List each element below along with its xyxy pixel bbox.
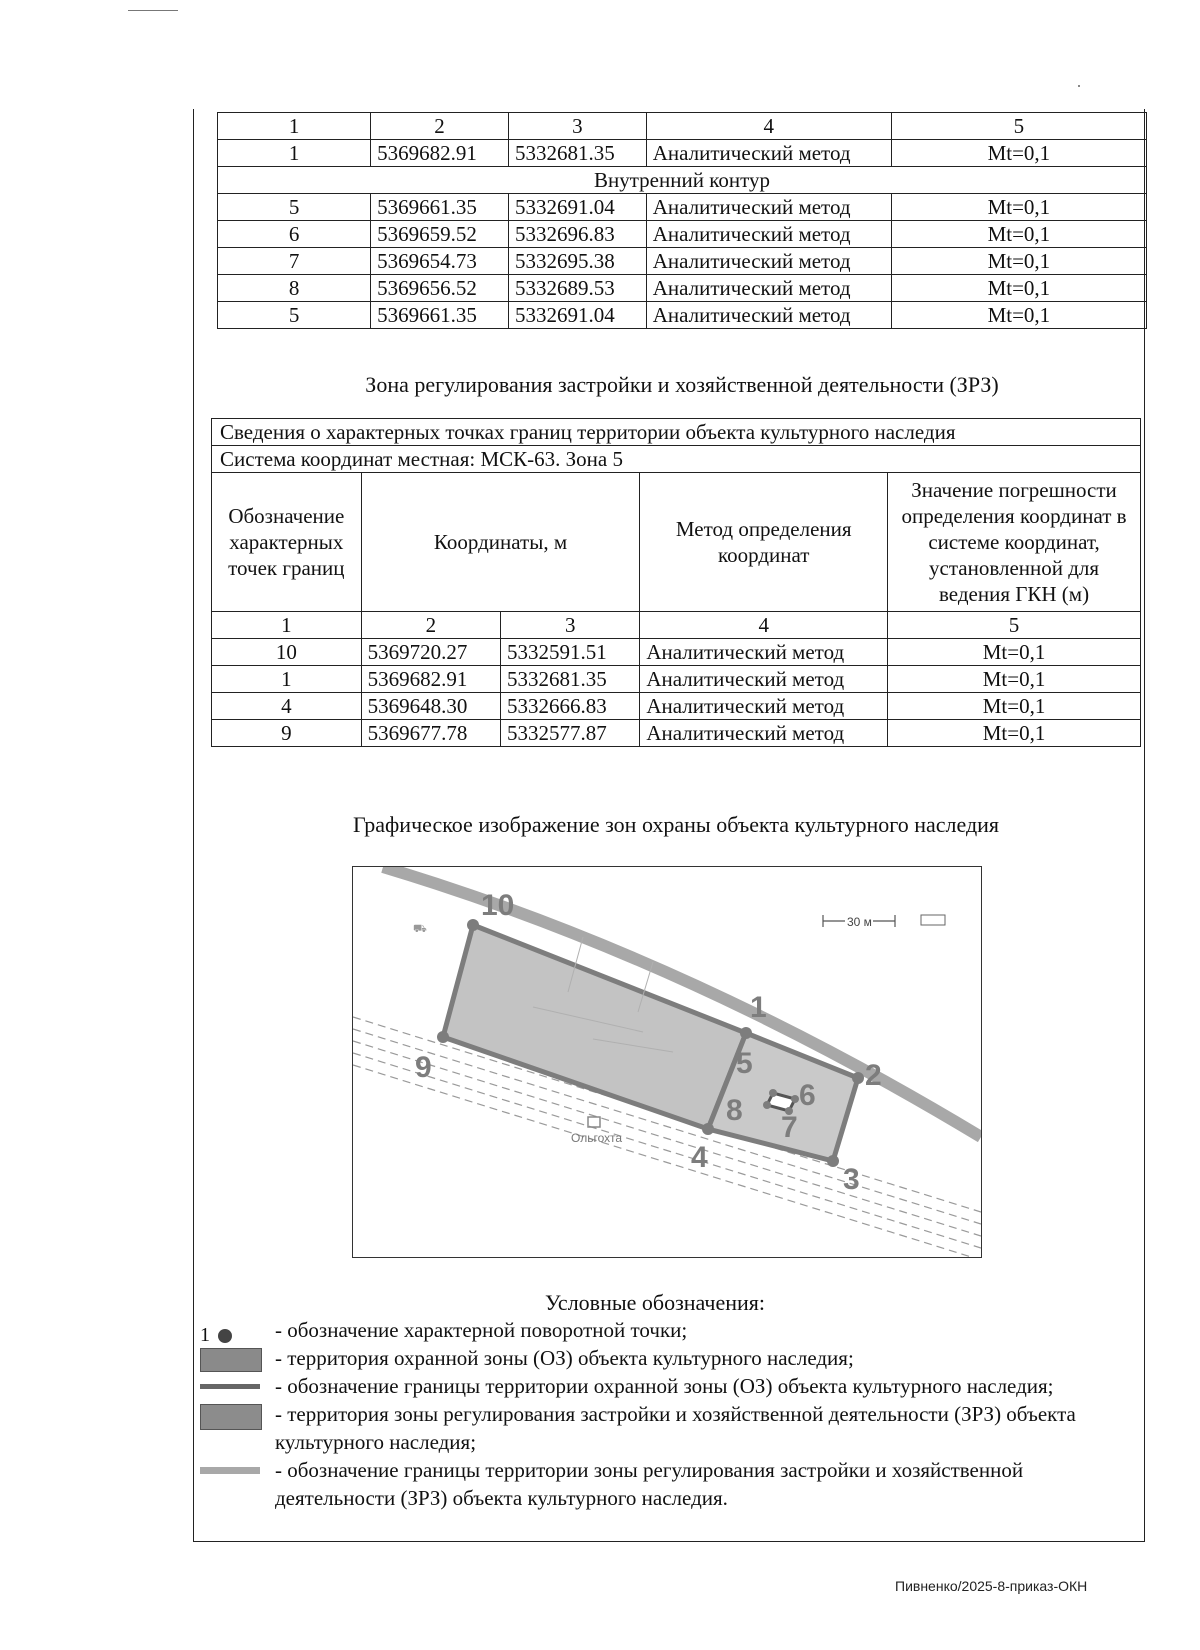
table-row <box>218 275 1147 302</box>
place-label: Ольгохта <box>571 1131 623 1145</box>
table-row <box>218 302 1147 329</box>
oz-area-icon <box>200 1348 262 1372</box>
table-cell: Mt=0,1 <box>891 248 1146 275</box>
table-info-title: Сведения о характерных точках границ территории объекта культурного наследия <box>212 419 1141 446</box>
table-cell: 1 <box>212 612 362 639</box>
table-row <box>212 720 1141 747</box>
table-cell: Mt=0,1 <box>888 693 1141 720</box>
col-header-designation: Обозначение характерных точек границ <box>212 473 362 612</box>
table-header-row <box>212 473 1141 612</box>
table-row <box>218 194 1147 221</box>
table-row <box>218 140 1147 167</box>
scale-label: 30 м <box>847 915 872 929</box>
table-row <box>212 666 1141 693</box>
point-label-3: 3 <box>843 1163 860 1196</box>
table-cell: 5332666.83 <box>501 693 640 720</box>
point-label-7: 7 <box>781 1111 798 1144</box>
table-cell: Mt=0,1 <box>891 221 1146 248</box>
legend-item <box>200 1344 1080 1372</box>
table-cell: 9 <box>212 720 362 747</box>
coordinates-table-ozone <box>217 112 1147 329</box>
table-cell: 4 <box>212 693 362 720</box>
table-cell: Mt=0,1 <box>888 639 1141 666</box>
table-cell: 1 <box>212 666 362 693</box>
point-label-2: 2 <box>865 1059 882 1092</box>
legend-text: - обозначение характерной поворотной точки; <box>275 1318 688 1342</box>
table-cell: 2 <box>371 113 509 140</box>
table-cell: Аналитический метод <box>646 248 891 275</box>
table-cell: 5332591.51 <box>501 639 640 666</box>
legend-item <box>200 1400 1080 1456</box>
table-cell: Mt=0,1 <box>891 275 1146 302</box>
point-symbol-label: 1 <box>200 1324 210 1346</box>
table-cell: Аналитический метод <box>646 194 891 221</box>
table-header-row <box>218 113 1147 140</box>
table-cell: Аналитический метод <box>646 302 891 329</box>
legend-item <box>200 1372 1080 1400</box>
table-cell: Аналитический метод <box>646 275 891 302</box>
table-cell: Аналитический метод <box>640 639 888 666</box>
table-cell: Аналитический метод <box>640 666 888 693</box>
table-cell: 4 <box>640 612 888 639</box>
table-cell: 5 <box>218 302 371 329</box>
table-cell: Аналитический метод <box>640 693 888 720</box>
oz-border-icon <box>200 1384 260 1389</box>
table-cell: 2 <box>361 612 500 639</box>
table-cell: 5369682.91 <box>361 666 500 693</box>
table-cell: 5332577.87 <box>501 720 640 747</box>
col-header-coordinates: Координаты, м <box>361 473 640 612</box>
point-label-4: 4 <box>691 1141 708 1174</box>
table-cell: Mt=0,1 <box>891 140 1146 167</box>
point-label-9: 9 <box>415 1051 432 1084</box>
building-icon <box>588 1117 600 1127</box>
table-cell: 5369682.91 <box>371 140 509 167</box>
table-cell: Mt=0,1 <box>888 720 1141 747</box>
document-reference: Пивненко/2025-8-приказ-ОКН <box>895 1578 1088 1594</box>
zrz-area-icon <box>200 1404 262 1430</box>
legend-text: - территория охранной зоны (ОЗ) объекта культурного наследия; <box>275 1346 854 1370</box>
table-row <box>212 639 1141 666</box>
table-cell: 10 <box>212 639 362 666</box>
table-cell: 5369661.35 <box>371 302 509 329</box>
table-cell: 1 <box>218 113 371 140</box>
table-cell: 5332695.38 <box>508 248 646 275</box>
table-cell: 3 <box>501 612 640 639</box>
inner-contour-row <box>218 167 1147 194</box>
coordinates-table-zrz <box>211 418 1141 747</box>
legend-item <box>200 1456 1080 1512</box>
table-cell: 7 <box>218 248 371 275</box>
table-cell: 5369654.73 <box>371 248 509 275</box>
car-icon: ⛟ <box>413 923 427 935</box>
legend-item <box>200 1316 1080 1344</box>
point-label-8: 8 <box>726 1094 743 1127</box>
table-cell: 8 <box>218 275 371 302</box>
table-cell: 5332689.53 <box>508 275 646 302</box>
table-cell: 5332696.83 <box>508 221 646 248</box>
table-cell: 5369720.27 <box>361 639 500 666</box>
ruler-icon <box>921 915 945 925</box>
table-cell: Аналитический метод <box>640 720 888 747</box>
table-cell: 6 <box>218 221 371 248</box>
table-cell: 5332691.04 <box>508 302 646 329</box>
table-cell: 5 <box>218 194 371 221</box>
col-header-error: Значение погрешности определения координат в системе координат, установленной для ведения ГКН (м) <box>888 473 1141 612</box>
table-cell: 4 <box>646 113 891 140</box>
table-cell: Mt=0,1 <box>891 302 1146 329</box>
zones-map <box>352 866 982 1258</box>
table-cell: 5332691.04 <box>508 194 646 221</box>
point-label-5: 5 <box>736 1047 753 1080</box>
zrz-zone-polygon <box>443 925 746 1129</box>
table-cell: 5 <box>891 113 1146 140</box>
table-cell: 5369648.30 <box>361 693 500 720</box>
info-row <box>212 419 1141 446</box>
table-cell: 5369677.78 <box>361 720 500 747</box>
legend <box>200 1316 1080 1512</box>
point-label-6: 6 <box>799 1079 816 1112</box>
scan-mark <box>128 10 178 11</box>
table-cell: Аналитический метод <box>646 221 891 248</box>
table-cell: 5332681.35 <box>508 140 646 167</box>
table-row <box>212 693 1141 720</box>
map-drawing <box>353 867 981 1257</box>
table-cell: 1 <box>218 140 371 167</box>
legend-text: - обозначение границы территории охранной зоны (ОЗ) объекта культурного наследия; <box>275 1374 1054 1398</box>
table-cell: 5332681.35 <box>501 666 640 693</box>
table-cell: Аналитический метод <box>646 140 891 167</box>
table-cell: Mt=0,1 <box>888 666 1141 693</box>
table-cell: 3 <box>508 113 646 140</box>
point-label-10: 10 <box>481 889 515 922</box>
scan-dot <box>1078 85 1080 87</box>
inner-contour-label: Внутренний контур <box>218 167 1147 194</box>
legend-title: Условные обозначения: <box>545 1290 766 1315</box>
zrz-border-icon <box>200 1467 260 1474</box>
table-cell: Mt=0,1 <box>891 194 1146 221</box>
table-row <box>218 221 1147 248</box>
table-cell: 5369659.52 <box>371 221 509 248</box>
legend-text: - обозначение границы территории зоны регулирования застройки и хозяйственной деятельности (ЗРЗ) объекта культурного наследия. <box>275 1458 1024 1510</box>
legend-text: - территория зоны регулирования застройки и хозяйственной деятельности (ЗРЗ) объекта культурного наследия; <box>275 1402 1076 1454</box>
table-row <box>218 248 1147 275</box>
point-symbol-icon <box>200 1320 260 1346</box>
table-cell: 5369661.35 <box>371 194 509 221</box>
table-cell: 5 <box>888 612 1141 639</box>
column-numbers-row <box>212 612 1141 639</box>
info-row <box>212 446 1141 473</box>
table-cell: 5369656.52 <box>371 275 509 302</box>
graphic-heading: Графическое изображение зон охраны объекта культурного наследия <box>352 812 1000 837</box>
coordinate-system: Система координат местная: МСК-63. Зона 5 <box>212 446 1141 473</box>
col-header-method: Метод определения координат <box>640 473 888 612</box>
point-label-1: 1 <box>750 991 767 1024</box>
zrz-heading: Зона регулирования застройки и хозяйственной деятельности (ЗРЗ) <box>365 372 999 397</box>
